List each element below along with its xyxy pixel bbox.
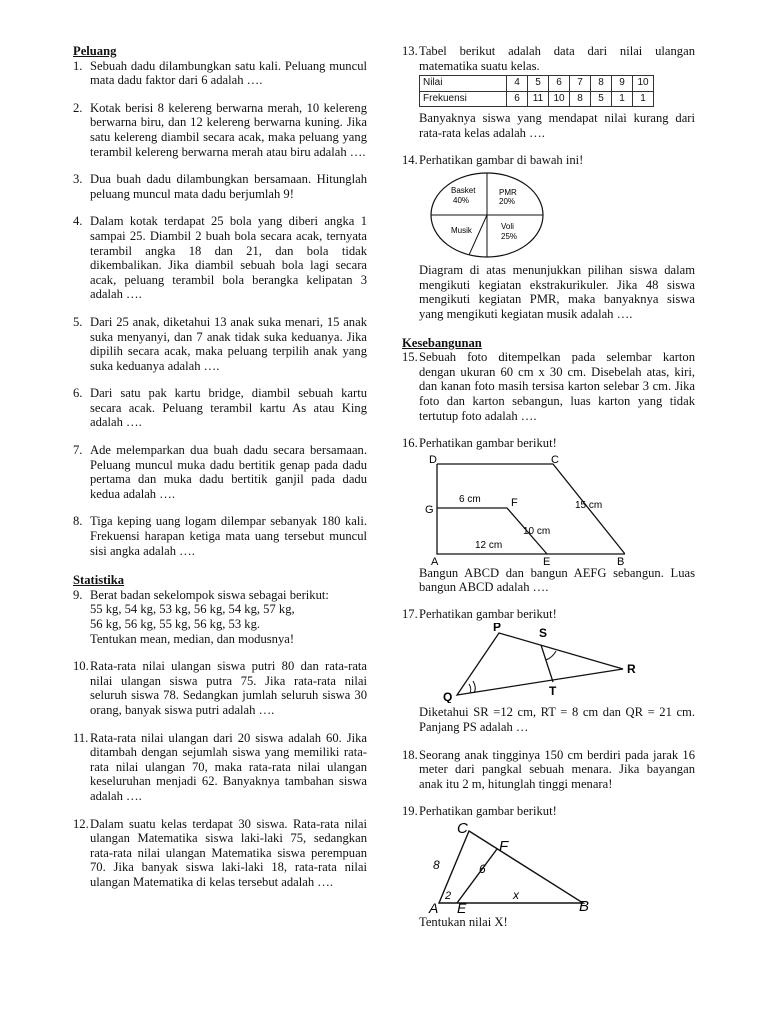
question-text: Sebuah dadu dilambungkan satu kali. Peluang muncul mata dadu faktor dari 6 adalah …. bbox=[90, 58, 367, 88]
table-cell: 11 bbox=[528, 91, 549, 107]
question-number: 11. bbox=[73, 730, 89, 745]
table-cell: 5 bbox=[591, 91, 612, 107]
question-text: Dalam kotak terdapat 25 bola yang diberi angka 1 sampai 25. Diambil 2 buah bola secara acak, ternyata terambil angka 18 dan 21, dan bola tidak dikembalikan. Jika diambil sebuah bola lagi secara acak, peluang terambil bola berangka kelipatan 3 adalah …. bbox=[90, 214, 367, 302]
question-13 bbox=[402, 44, 695, 141]
right-column bbox=[402, 44, 695, 943]
question-number: 8. bbox=[73, 514, 83, 529]
left-column bbox=[73, 44, 367, 903]
table-row bbox=[420, 76, 654, 92]
vertex-label-e: E bbox=[457, 900, 467, 914]
triangle-pqr-figure bbox=[435, 623, 645, 703]
question-text: Tabel berikut adalah data dari nilai ulangan matematika suatu kelas. bbox=[419, 44, 695, 73]
question-number: 9. bbox=[73, 587, 83, 602]
question-data-line: 56 kg, 56 kg, 55 kg, 56 kg, 53 kg. bbox=[90, 617, 261, 631]
question-number: 3. bbox=[73, 172, 83, 187]
question-1 bbox=[73, 59, 367, 88]
pie-label-musik: Musik bbox=[451, 226, 472, 236]
table-cell: 8 bbox=[570, 91, 591, 107]
length-label-6: 6 bbox=[479, 862, 486, 877]
vertex-label-p: P bbox=[493, 623, 502, 635]
question-text: Dua buah dadu dilambungkan bersamaan. Hitunglah peluang muncul mata dadu berjumlah 9! bbox=[90, 172, 367, 201]
question-number: 16. bbox=[402, 436, 418, 451]
question-number: 12. bbox=[73, 816, 89, 831]
question-number: 15. bbox=[402, 350, 418, 365]
triangle-cab-figure bbox=[427, 821, 597, 913]
angle-mark-q bbox=[473, 681, 475, 693]
question-text: Perhatikan gambar berikut! bbox=[419, 606, 557, 621]
pie-value-basket: 40% bbox=[453, 196, 470, 206]
question-number: 14. bbox=[402, 152, 418, 167]
segment-st bbox=[541, 645, 553, 682]
length-label-cb: 15 cm bbox=[575, 499, 603, 511]
question-text: Tentukan nilai X! bbox=[419, 915, 508, 930]
pie-label-voli: Voli bbox=[501, 222, 514, 232]
question-number: 2. bbox=[73, 100, 83, 115]
question-7 bbox=[73, 443, 367, 501]
question-17 bbox=[402, 607, 695, 735]
question-data-line: 55 kg, 54 kg, 53 kg, 56 kg, 54 kg, 57 kg, bbox=[90, 602, 295, 617]
question-number: 5. bbox=[73, 314, 83, 329]
triangle-outline bbox=[439, 831, 583, 903]
question-number: 7. bbox=[73, 443, 83, 458]
triangle-outline bbox=[457, 633, 623, 695]
table-cell: 5 bbox=[528, 76, 549, 92]
question-text: Diketahui SR =12 cm, RT = 8 cm dan QR = 21 cm. Panjang PS adalah … bbox=[419, 705, 695, 735]
question-text: Rata-rata nilai ulangan siswa putri 80 dan rata-rata nilai ulangan siswa putra 75. Jika rata-rata nilai seluruh siswa 78. Sedangkan jumlah seluruh siswa 30 orang, banyak siswa putri adalah …. bbox=[90, 659, 367, 717]
vertex-label-f: F bbox=[511, 496, 518, 509]
table-row bbox=[420, 91, 654, 107]
question-11 bbox=[73, 731, 367, 804]
question-number: 4. bbox=[73, 214, 83, 229]
vertex-label-e: E bbox=[543, 555, 551, 566]
question-text: Perhatikan gambar berikut! bbox=[419, 804, 557, 819]
question-text: Dalam suatu kelas terdapat 30 siswa. Rata-rata nilai ulangan Matematika siswa laki-laki 75, sedangkan rata-rata nilai ulangan Matematika siswa perempuan 70. Jika banyak siswa laki-laki 18, rata-rata nilai ulangan Matematika di kelas tersebut adalah …. bbox=[90, 816, 367, 889]
vertex-label-r: R bbox=[627, 662, 636, 677]
question-14 bbox=[402, 153, 695, 322]
question-text: Tiga keping uang logam dilempar sebanyak 180 kali. Frekuensi harapan ketiga mata uang tersebut muncul sisi angka adalah …. bbox=[90, 514, 367, 558]
vertex-label-s: S bbox=[539, 626, 548, 641]
question-text: Rata-rata nilai ulangan dari 20 siswa adalah 60. Jika ditambah dengan sejumlah siswa yang memiliki rata-rata nilai ulangan 70, maka rata-rata nilai ulangan keseluruhan menjadi 62. Banyaknya tambahan siswa adalah …. bbox=[90, 730, 367, 803]
table-row-label: Frekuensi bbox=[420, 91, 507, 107]
question-9 bbox=[73, 588, 367, 646]
question-text: Berat badan sekelompok siswa sebagai berikut: bbox=[90, 587, 329, 602]
question-text: Perhatikan gambar di bawah ini! bbox=[419, 152, 584, 167]
section-heading-kesebangunan: Kesebangunan bbox=[402, 335, 482, 350]
question-8 bbox=[73, 514, 367, 558]
table-cell: 8 bbox=[591, 76, 612, 92]
angle-mark-s bbox=[546, 651, 556, 660]
question-number: 10. bbox=[73, 659, 89, 674]
pie-value-voli: 25% bbox=[501, 232, 518, 242]
question-10 bbox=[73, 659, 367, 717]
vertex-label-q: Q bbox=[443, 690, 453, 704]
question-number: 13. bbox=[402, 44, 418, 58]
question-12 bbox=[73, 817, 367, 890]
table-cell: 10 bbox=[549, 91, 570, 107]
question-text: Seorang anak tingginya 150 cm berdiri pada jarak 16 meter dari pangkal sebuah menara. Jika bayangan anak itu 2 m, hitunglah tinggi menara! bbox=[419, 747, 695, 791]
table-row-label: Nilai bbox=[420, 76, 507, 92]
table-cell: 9 bbox=[612, 76, 633, 92]
question-number: 17. bbox=[402, 606, 418, 621]
vertex-label-c: C bbox=[551, 453, 559, 466]
angle-mark-q bbox=[469, 684, 471, 693]
question-text: Dari satu pak kartu bridge, diambil sebuah kartu secara acak. Peluang terambil kartu As atau King adalah …. bbox=[90, 386, 367, 430]
question-6 bbox=[73, 386, 367, 430]
vertex-label-b: B bbox=[579, 898, 590, 914]
question-3 bbox=[73, 172, 367, 201]
question-text: Sebuah foto ditempelkan pada selembar karton dengan ukuran 60 cm x 30 cm. Disebelah atas, kiri, dan kanan foto masih tersisa karton selebar 3 cm. Jika foto dan karton sebangun, luas karton yang tidak tertutup foto adalah …. bbox=[419, 350, 695, 423]
vertex-label-d: D bbox=[429, 453, 437, 466]
question-2 bbox=[73, 101, 367, 159]
table-cell: 6 bbox=[549, 76, 570, 92]
trapezoid-figure bbox=[425, 454, 625, 566]
question-text: Ade melemparkan dua buah dadu secara bersamaan. Peluang muncul muka dadu bertitik genap pada dadu pertama dan muka dadu bertitik ganjil pada dadu kedua adalah …. bbox=[90, 443, 367, 501]
table-cell: 7 bbox=[570, 76, 591, 92]
pie-value-pmr: 20% bbox=[499, 197, 516, 207]
question-4 bbox=[73, 214, 367, 302]
question-number: 1. bbox=[73, 58, 83, 73]
vertex-label-g: G bbox=[425, 503, 434, 516]
question-text: Bangun ABCD dan bangun AEFG sebangun. Luas bangun ABCD adalah …. bbox=[419, 565, 695, 595]
length-label-fe: 10 cm bbox=[523, 525, 551, 537]
question-number: 19. bbox=[402, 804, 418, 819]
question-5 bbox=[73, 315, 367, 373]
question-text: Banyaknya siswa yang mendapat nilai kurang dari rata-rata kelas adalah …. bbox=[419, 111, 695, 140]
vertex-label-a: A bbox=[431, 555, 439, 566]
vertex-label-f: F bbox=[499, 838, 509, 856]
question-18 bbox=[402, 748, 695, 792]
question-text: Diagram di atas menunjukkan pilihan siswa dalam mengikuti kegiatan ekstrakurikuler. Jika 48 siswa mengikuti kegiatan PMR, maka banyaknya siswa yang mengikuti kegiatan musik adalah …. bbox=[419, 263, 695, 321]
length-label-8: 8 bbox=[433, 858, 440, 873]
vertex-label-b: B bbox=[617, 555, 625, 566]
question-number: 6. bbox=[73, 386, 83, 401]
table-cell: 4 bbox=[507, 76, 528, 92]
question-text: Kotak berisi 8 kelereng berwarna merah, 10 kelereng berwarna biru, dan 12 kelereng berwarna kuning. Jika satu kelereng diambil secara acak, maka peluang yang terambil kelereng berwarna merah atau biru adalah …. bbox=[90, 100, 367, 159]
length-label-2: 2 bbox=[445, 890, 452, 903]
question-text: Perhatikan gambar berikut! bbox=[419, 436, 557, 451]
vertex-label-c: C bbox=[457, 821, 468, 838]
section-heading-peluang: Peluang bbox=[73, 44, 117, 58]
question-text: Dari 25 anak, diketahui 13 anak suka menari, 15 anak suka menyanyi, dan 7 anak tidak suka keduanya. Jika dipilih secara acak, maka peluang terpilih anak yang suka keduanya adalah …. bbox=[90, 314, 367, 373]
question-number: 18. bbox=[402, 747, 418, 762]
length-label-ae: 12 cm bbox=[475, 539, 503, 551]
question-16 bbox=[402, 436, 695, 595]
pie-label-pmr: PMR bbox=[499, 188, 517, 198]
frequency-table bbox=[419, 75, 654, 107]
table-cell: 1 bbox=[633, 91, 654, 107]
table-cell: 10 bbox=[633, 76, 654, 92]
pie-divider bbox=[469, 215, 487, 255]
length-label-x: x bbox=[513, 888, 519, 903]
vertex-label-t: T bbox=[549, 684, 557, 699]
section-heading-statistika: Statistika bbox=[73, 573, 125, 588]
pie-chart-figure bbox=[429, 171, 549, 259]
question-19 bbox=[402, 804, 695, 929]
length-label-gf: 6 cm bbox=[459, 493, 481, 505]
pie-label-basket: Basket bbox=[451, 186, 476, 196]
table-cell: 6 bbox=[507, 91, 528, 107]
question-15 bbox=[402, 350, 695, 423]
vertex-label-a: A bbox=[429, 900, 439, 914]
table-cell: 1 bbox=[612, 91, 633, 107]
segment-ef bbox=[457, 849, 497, 903]
question-instruction: Tentukan mean, median, dan modusnya! bbox=[90, 631, 295, 646]
